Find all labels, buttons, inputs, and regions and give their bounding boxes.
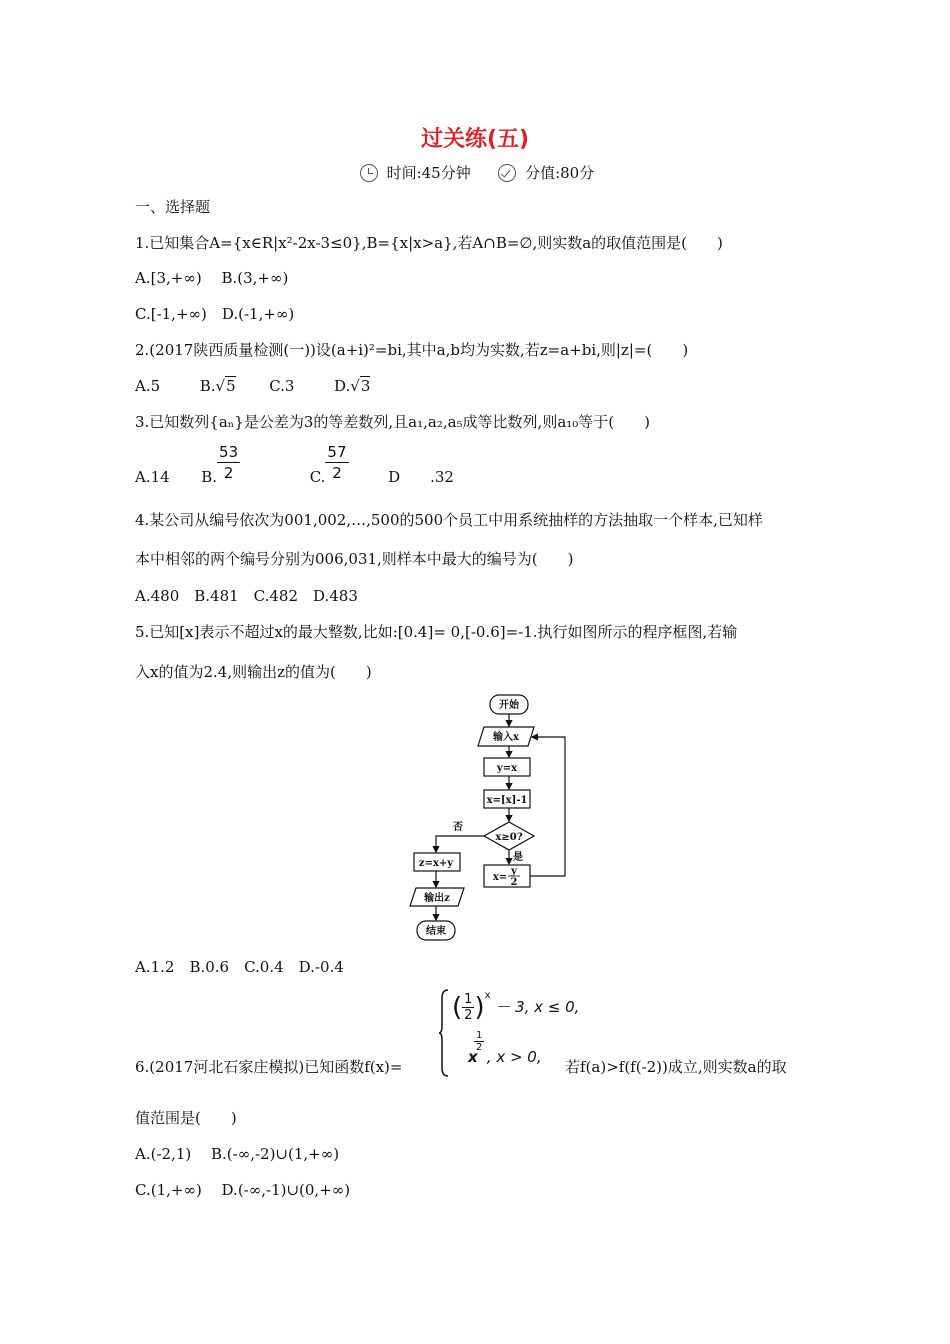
q2-option-c: C.3 (269, 377, 295, 395)
brace-icon (438, 988, 450, 1078)
q5-stem-line2: 入x的值为2.4,则输出z的值为( ) (135, 663, 372, 681)
q6-stem-prefix: 6.(2017河北石家庄模拟)已知函数f(x)= (135, 1058, 403, 1076)
section-heading: 一、选择题 (135, 198, 211, 216)
q2-option-a: A.5 (135, 377, 161, 395)
page-title: 过关练(五) (420, 127, 530, 152)
q1-options-row1: A.[3,+∞) B.(3,+∞) (135, 269, 289, 287)
time-limit: 时间:45分钟 (386, 164, 471, 182)
q4-options: A.480 B.481 C.482 D.483 (135, 587, 358, 605)
q2-options (135, 376, 370, 396)
q3-option-d: D .32 (388, 468, 454, 486)
flow-end-label: 结束 (426, 926, 446, 937)
q1-options-row2: C.[-1,+∞) D.(-1,+∞) (135, 305, 295, 323)
q4-stem-line1: 4.某公司从编号依次为001,002,…,500的500个员工中用系统抽样的方法抽取一个样本,已知样 (135, 511, 763, 529)
flow-step-x-label: x=[x]-1 (486, 795, 528, 806)
flow-step-half-prefix: x= (492, 872, 508, 883)
q6-options-row1: A.(-2,1) B.(-∞,-2)∪(1,+∞) (135, 1145, 340, 1163)
flow-output-label: 输出z (424, 893, 450, 904)
flow-step-y-label: y=x (496, 763, 518, 774)
flow-start-label: 开始 (499, 700, 519, 711)
q6-options-row2: C.(1,+∞) D.(-∞,-1)∪(0,+∞) (135, 1181, 351, 1199)
clock-icon (360, 164, 378, 182)
flow-step-half-num: y (511, 866, 517, 877)
flow-step-half-den: 2 (510, 877, 518, 888)
meta-info (0, 162, 950, 183)
q1-stem: 1.已知集合A={x∈R|x²-2x-3≤0},B={x|x>a},若A∩B=∅,则实数a的取值范围是( ) (135, 234, 723, 252)
q3-option-a: A.14 (135, 468, 170, 486)
flow-yes-label: 是 (513, 852, 523, 863)
q6-stem-suffix: 若f(a)>f(f(-2))成立,则实数a的取 (565, 1058, 787, 1076)
q6-stem-line2: 值范围是( ) (135, 1109, 237, 1127)
program-flowchart (400, 690, 580, 945)
q6-piecewise: ( $\frac{1}{2}$ )$^x$ － 3, x ≤ 0, $\frac{1}{2}$ x , x > 0, (438, 988, 568, 1080)
check-icon (498, 164, 516, 182)
flow-step-z-label: z=x+y (418, 858, 454, 869)
q3-option-b: B. $\frac{53}{2}$ (201, 443, 239, 486)
q3-stem: 3.已知数列{aₙ}是公差为3的等差数列,且a₁,a₂,a₅成等比数列,则a₁₀等于( ) (135, 413, 650, 431)
flow-input-label: 输入x (493, 732, 519, 743)
q2-option-b: B.√5 (199, 377, 236, 395)
q5-stem-line1: 5.已知[x]表示不超过x的最大整数,比如:[0.4]= 0,[-0.6]=-1.执行如图所示的程序框图,若输 (135, 623, 738, 641)
q2-option-d: D.√3 (334, 377, 371, 395)
flow-no-label: 否 (453, 822, 463, 833)
q2-stem: 2.(2017陕西质量检测(一))设(a+i)²=bi,其中a,b均为实数,若z=a+bi,则|z|=( ) (135, 341, 689, 359)
q3-option-c: C. $\frac{57}{2}$ (309, 443, 347, 486)
score-total: 分值:80分 (525, 164, 595, 182)
flow-cond-label: x≥0? (495, 832, 523, 843)
q4-stem-line2: 本中相邻的两个编号分别为006,031,则样本中最大的编号为( ) (135, 550, 574, 568)
q5-options: A.1.2 B.0.6 C.0.4 D.-0.4 (135, 958, 344, 976)
q3-options (135, 442, 454, 487)
